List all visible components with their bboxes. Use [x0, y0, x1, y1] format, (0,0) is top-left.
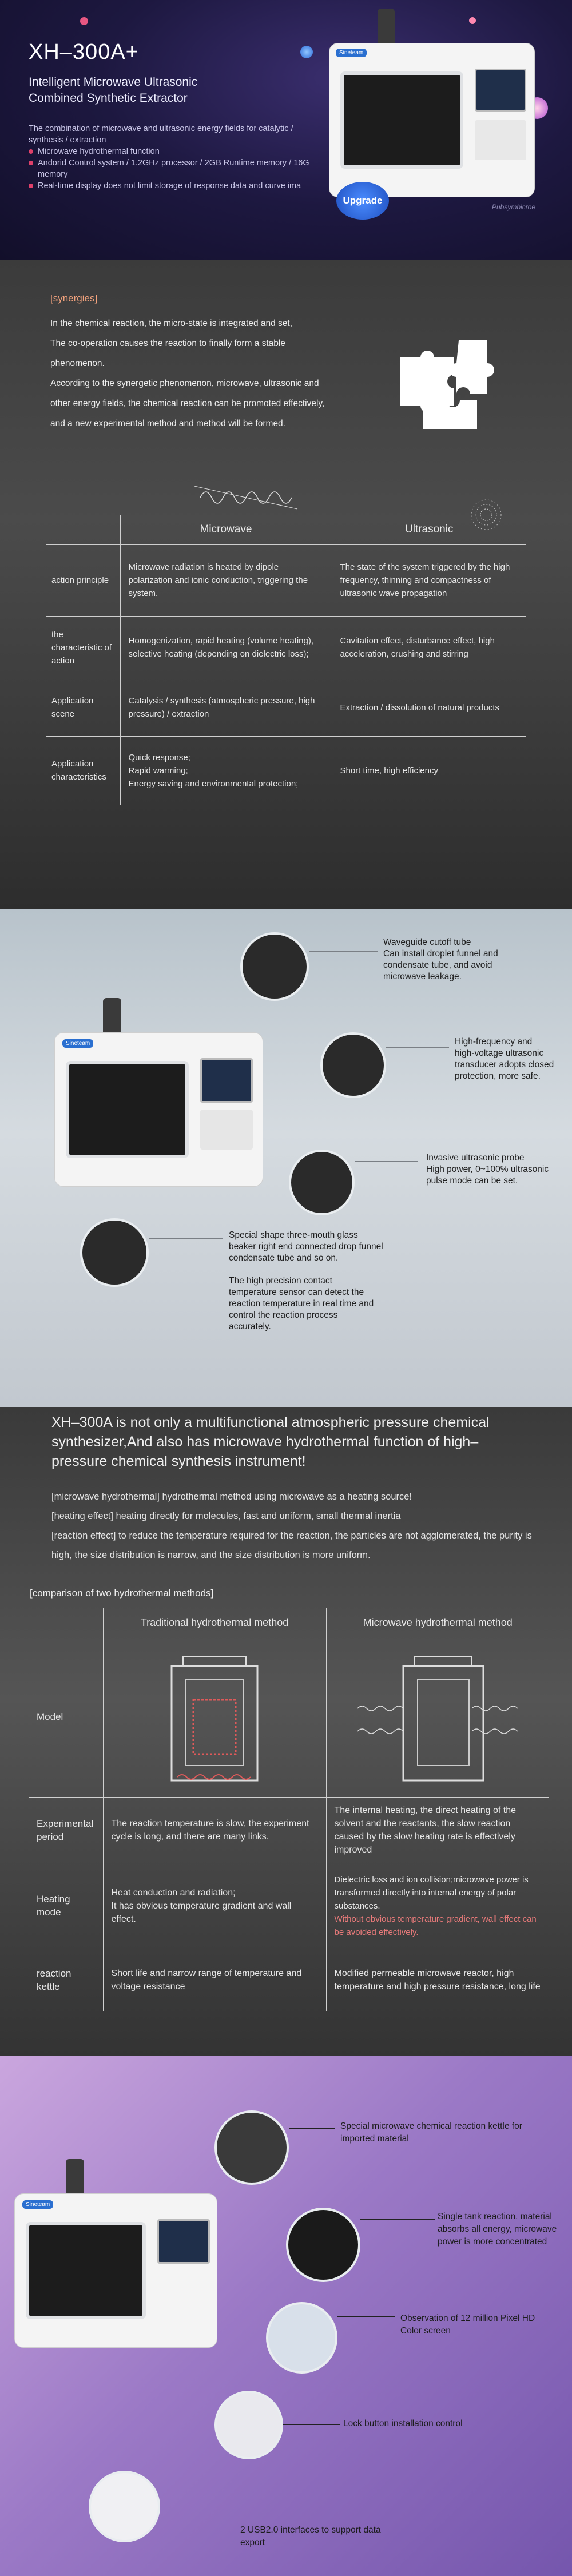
synergy-text	[50, 313, 371, 434]
feature-title: Special shape three-mouth glass	[229, 1230, 358, 1240]
subtitle-line: Combined Synthetic Extractor	[29, 92, 188, 105]
table-row	[46, 736, 526, 805]
decor-orb	[80, 17, 88, 25]
table-cell-highlight: Without obvious temperature gradient, wall effect can be avoided effectively.	[334, 1914, 537, 1937]
hydro-lines	[51, 1487, 555, 1565]
feature-desc: high-voltage ultrasonic transducer adopts closed protection, more safe.	[455, 1048, 554, 1081]
synergy-line: The co-operation causes the reaction to finally form a stable	[50, 339, 285, 348]
hydro-line: [microwave hydrothermal] hydrothermal method using microwave as a heating source!	[51, 1492, 412, 1502]
feature-desc: High power, 0~100% ultrasonic pulse mode can be set.	[426, 1164, 549, 1186]
table-header-row	[46, 515, 526, 544]
table-header-cell: Microwave	[120, 515, 332, 544]
product-title: XH–300A+	[29, 40, 139, 64]
microwave-model-cell	[326, 1637, 549, 1797]
table-row	[29, 1949, 549, 2011]
table-cell: Catalysis / synthesis (atmospheric pressure, high pressure) / extraction	[120, 679, 332, 736]
table-cell: Homogenization, rapid heating (volume heating), selective heating (depending on dielectric loss);	[120, 616, 332, 679]
table-cell: Short life and narrow range of temperature and voltage resistance	[103, 1949, 326, 2011]
synergy-tag: [synergies]	[50, 293, 98, 304]
table-header-row	[29, 1608, 549, 1637]
device-brand-label: Sineteam	[336, 49, 367, 57]
product-subtitle	[29, 74, 326, 106]
table-header-cell: Traditional hydrothermal method	[103, 1608, 326, 1637]
probe-bubble	[289, 1150, 355, 1215]
table-cell: Short time, high efficiency	[340, 765, 438, 776]
table-row	[46, 544, 526, 616]
device-top-unit	[66, 2159, 84, 2198]
table-cell: Heat conduction and radiation; It has obvious temperature gradient and wall effect.	[103, 1863, 326, 1949]
device-screen	[475, 69, 526, 112]
feature-text: 2 USB2.0 interfaces to support data export	[240, 2525, 381, 2547]
connector-line	[289, 2128, 335, 2129]
synergy-line: other energy fields, the chemical reaction can be promoted effectively,	[50, 399, 325, 408]
microwave-vessel-diagram	[352, 1645, 523, 1788]
device-door	[66, 1061, 189, 1158]
device-screen	[200, 1058, 253, 1103]
table-cell: Quick response; Rapid warming; Energy saving and environmental protection;	[120, 736, 332, 805]
subtitle-line: Intelligent Microwave Ultrasonic	[29, 75, 198, 89]
row-label: action principle	[51, 575, 109, 585]
device-door	[26, 2222, 146, 2319]
device-image	[14, 2159, 220, 2348]
feature-text: Observation of 12 million Pixel HD Color screen	[400, 2313, 535, 2336]
feature-title: The high precision contact	[229, 1276, 332, 1286]
table-cell	[326, 1863, 549, 1949]
bullet-item: Andorid Control system / 1.2GHz processor / 2GB Runtime memory / 16G memory	[29, 157, 326, 180]
device-top-unit	[103, 998, 121, 1037]
connector-line	[149, 1238, 223, 1239]
device-panel	[475, 120, 526, 160]
features-section	[0, 909, 572, 1407]
feature-title: High-frequency and	[455, 1037, 533, 1047]
table-cell: The internal heating, the direct heating of the solvent and the reactants, the slow reaction caused by the slow heating rate is effectively improved	[334, 1805, 517, 1855]
hydro-heading: XH–300A is not only a multifunctional atmospheric pressure chemical synthesizer,And also has microwave hydrothermal function of high–pressure chemical synthesis instrument!	[51, 1414, 490, 1469]
lock-button-bubble	[214, 2391, 283, 2459]
device-panel	[200, 1110, 253, 1150]
device-door	[340, 71, 463, 169]
synergy-line: and a new experimental method and method will be formed.	[50, 419, 285, 428]
feature-text	[383, 937, 526, 983]
table-header-cell: Microwave hydrothermal method	[363, 1616, 513, 1628]
beaker-bubble	[80, 1218, 149, 1287]
synergy-line: According to the synergetic phenomenon, microwave, ultrasonic and	[50, 379, 319, 388]
microwave-ultrasonic-table	[46, 515, 526, 805]
traditional-model-cell	[103, 1637, 326, 1797]
connector-line	[355, 1161, 418, 1162]
upgrade-badge: Upgrade	[336, 182, 389, 220]
transducer-bubble	[320, 1032, 386, 1098]
connector-line	[309, 951, 378, 952]
device-brand-label: Sineteam	[22, 2200, 53, 2209]
table-cell: The reaction temperature is slow, the experiment cycle is long, and there are many links.	[103, 1797, 326, 1863]
hd-screen-bubble	[266, 2302, 337, 2374]
usb-bubble	[89, 2471, 160, 2542]
synergy-line: In the chemical reaction, the micro-state is integrated and set,	[50, 319, 293, 328]
feature-text	[229, 1230, 383, 1264]
single-tank-bubble	[286, 2208, 360, 2282]
compare-heading: [comparison of two hydrothermal methods]	[30, 1588, 214, 1599]
table-cell: Modified permeable microwave reactor, high temperature and high pressure resistance, long life	[334, 1969, 541, 1992]
row-label: Application characteristics	[51, 759, 106, 782]
watermark: Pubsymbicroe	[492, 203, 536, 211]
feature-desc: beaker right end connected drop funnel condensate tube and so on.	[229, 1242, 383, 1263]
table-header-cell	[46, 515, 120, 544]
row-label: reaction kettle	[37, 1968, 72, 1993]
table-row	[46, 616, 526, 679]
table-header-cell: Ultrasonic	[405, 523, 454, 536]
row-label: Model	[37, 1711, 63, 1723]
table-row	[46, 679, 526, 736]
bullet-item: Real-time display does not limit storage of response data and curve ima	[29, 180, 326, 192]
row-label: Application scene	[51, 696, 94, 719]
table-row	[29, 1797, 549, 1863]
purple-features-section	[0, 2056, 572, 2576]
feature-text: Single tank reaction, material absorbs all energy, microwave power is more concentrated	[438, 2212, 557, 2247]
table-row	[29, 1863, 549, 1949]
row-label: Experimental period	[37, 1818, 94, 1842]
connector-line	[283, 2424, 340, 2425]
device-brand-label: Sineteam	[62, 1039, 93, 1048]
feature-desc: Can install droplet funnel and condensate tube, and avoid microwave leakage.	[383, 949, 498, 981]
reaction-kettle-bubble	[214, 2110, 289, 2185]
bullet-item: The combination of microwave and ultrasonic energy fields for catalytic / synthesis / extraction	[29, 124, 293, 145]
decor-orb	[300, 46, 313, 58]
connector-line	[337, 2316, 395, 2317]
feature-text: Lock button installation control	[343, 2419, 463, 2428]
table-row	[29, 1637, 549, 1797]
device-image	[54, 998, 266, 1204]
feature-bullets	[29, 123, 326, 192]
feature-title: Invasive ultrasonic probe	[426, 1153, 525, 1163]
connector-line	[360, 2219, 435, 2220]
row-label: the characteristic of action	[51, 629, 112, 666]
feature-desc: temperature sensor can detect the reaction temperature in real time and control the reaction process accurately.	[229, 1287, 374, 1331]
puzzle-icon	[395, 335, 498, 435]
feature-text	[455, 1036, 569, 1082]
hero-section	[0, 0, 572, 260]
hydro-line: [heating effect] heating directly for molecules, fast and uniform, small thermal inertia	[51, 1511, 401, 1521]
traditional-vessel-diagram	[143, 1645, 286, 1788]
table-cell: The state of the system triggered by the high frequency, thinning and compactness of ultrasonic wave propagation	[340, 562, 510, 598]
hydrothermal-compare-table	[29, 1608, 549, 2011]
row-label: Heating mode	[37, 1894, 70, 1918]
waveguide-bubble	[240, 932, 309, 1001]
table-cell-text: Dielectric loss and ion collision;microwave power is transformed directly into internal energy of polar substances.	[334, 1874, 529, 1911]
table-cell: Cavitation effect, disturbance effect, high acceleration, crushing and stirring	[340, 636, 495, 659]
feature-text	[426, 1152, 563, 1187]
table-cell: Microwave radiation is heated by dipole polarization and ionic conduction, triggering the system.	[120, 544, 332, 616]
table-cell: Extraction / dissolution of natural products	[340, 702, 499, 713]
hydro-line: [reaction effect] to reduce the temperature required for the reaction, the particles are not agglomerated, the purity is high, the size distribution is narrow, and the size distribution is more uniform.	[51, 1531, 532, 1560]
bullet-item: Microwave hydrothermal function	[29, 146, 326, 157]
feature-title: Waveguide cutoff tube	[383, 937, 471, 947]
synergy-line: phenomenon.	[50, 359, 105, 368]
device-screen	[157, 2219, 210, 2264]
microwave-wave-icon	[189, 480, 303, 515]
connector-line	[386, 1047, 449, 1048]
table-header-cell	[29, 1608, 103, 1637]
feature-text	[229, 1275, 378, 1333]
feature-text: Special microwave chemical reaction kettle for imported material	[340, 2121, 522, 2144]
